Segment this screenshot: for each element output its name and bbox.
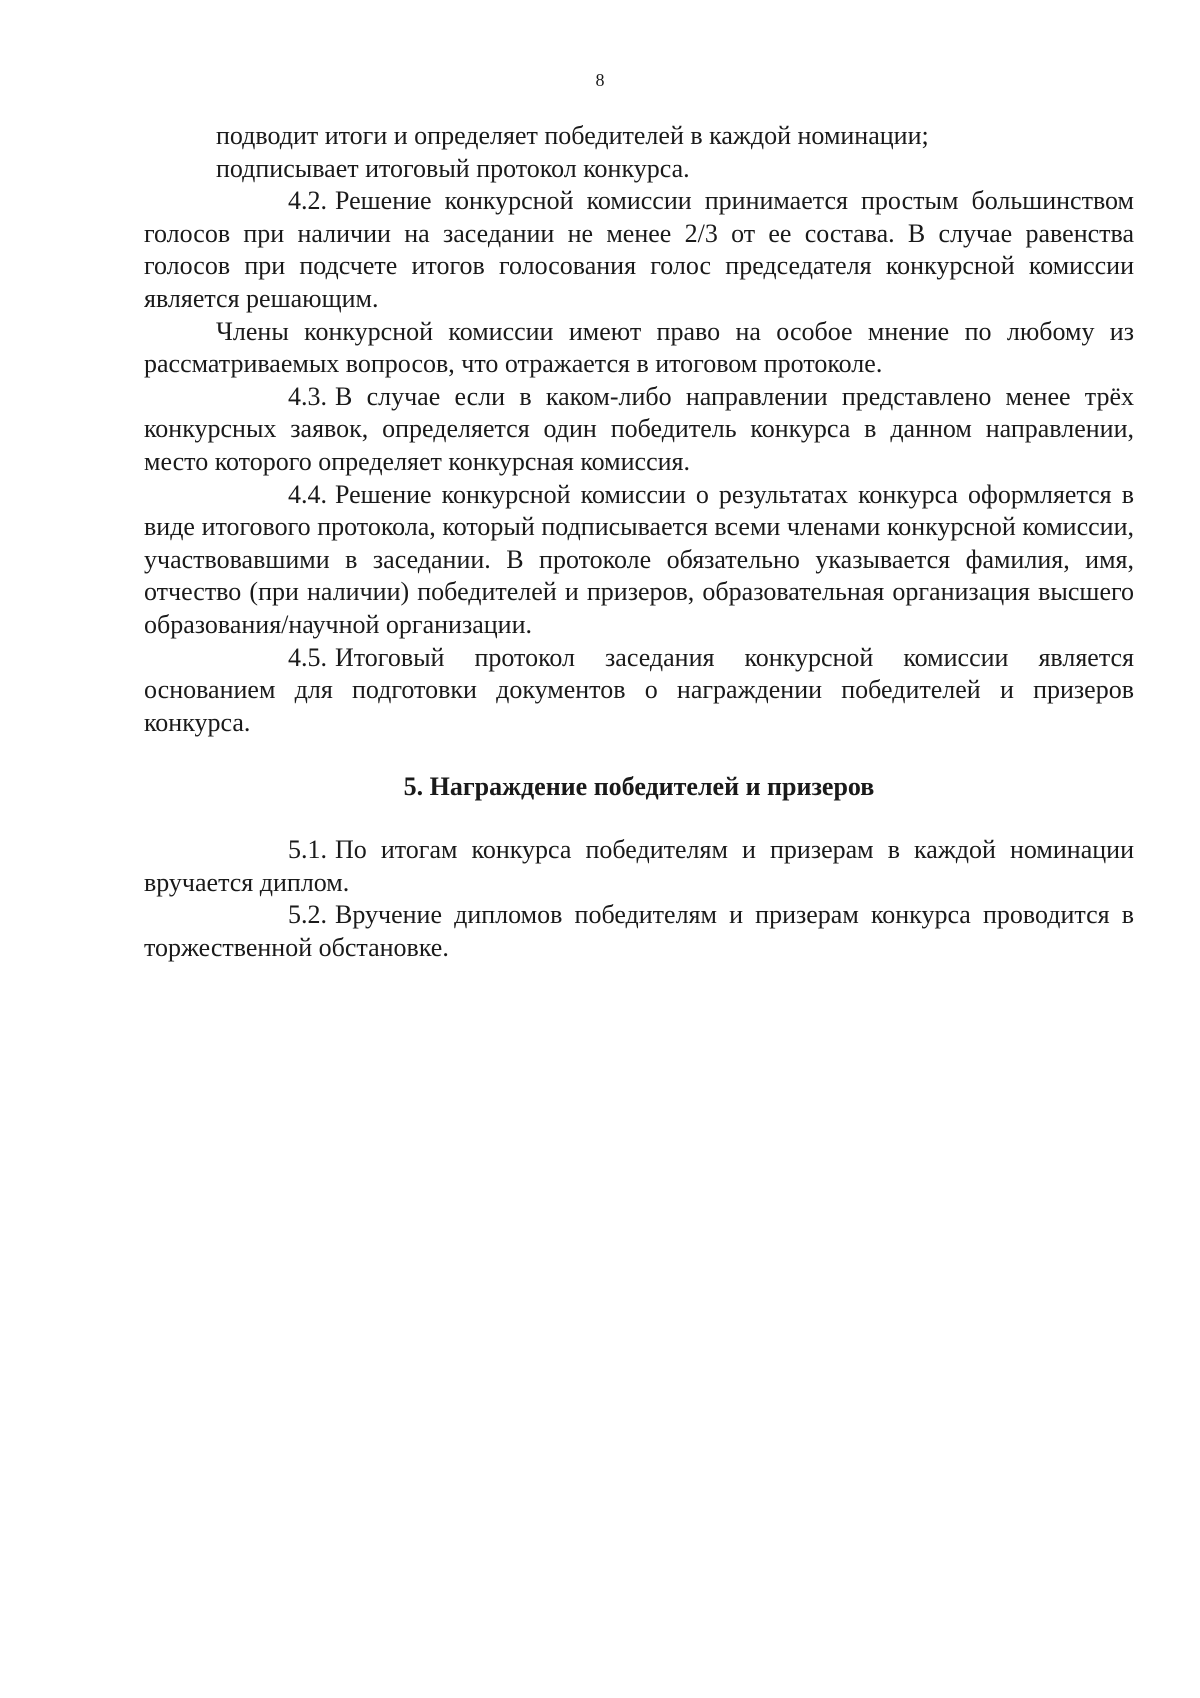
paragraph-text: В случае если в каком-либо направлении представлено менее трёх конкурсных заявок, определяется один победитель конкурса в данном направлении, место которого определяет конкурсная комиссия. xyxy=(144,381,1134,476)
paragraph-4-4 xyxy=(144,479,1134,642)
paragraph xyxy=(144,153,1134,186)
paragraph xyxy=(144,120,1134,153)
page-number: 8 xyxy=(595,70,605,90)
paragraph xyxy=(144,316,1134,381)
document-body xyxy=(144,120,1134,965)
paragraph-5-2 xyxy=(144,899,1134,964)
paragraph-text: Члены конкурсной комиссии имеют право на особое мнение по любому из рассматриваемых вопросов, что отражается в итоговом протоколе. xyxy=(144,316,1134,379)
paragraph-text: подписывает итоговый протокол конкурса. xyxy=(216,153,690,183)
paragraph-4-5 xyxy=(144,642,1134,740)
paragraph-text: подводит итоги и определяет победителей в каждой номинации; xyxy=(216,121,929,150)
paragraph-4-3 xyxy=(144,381,1134,479)
clause-number: 4.2. xyxy=(288,186,327,216)
paragraph-text: По итогам конкурса победителям и призерам в каждой номинации вручается диплом. xyxy=(144,835,1134,897)
paragraph-4-2 xyxy=(144,185,1134,315)
section-heading: 5. Награждение победителей и призеров xyxy=(403,772,875,802)
clause-number: 4.5. xyxy=(288,642,327,672)
clause-number: 5.1. xyxy=(288,835,327,865)
paragraph-text: Вручение дипломов победителям и призерам конкурса проводится в торжественной обстановке. xyxy=(144,900,1134,963)
paragraph-text: Решение конкурсной комиссии о результатах конкурса оформляется в виде итогового протокола, который подписывается всеми членами конкурсной комиссии, участвовавшими в заседании. В протоколе обязательно указывается фамилия, имя, отчество (при наличии) победителей и призеров, образовательная организация высшего образования/научной организации. xyxy=(144,479,1134,639)
paragraph-text: Итоговый протокол заседания конкурсной комиссии является основанием для подготовки документов о награждении победителей и призеров конкурса. xyxy=(144,642,1134,737)
paragraph-5-1 xyxy=(144,834,1134,899)
clause-number: 4.3. xyxy=(288,381,327,411)
clause-number: 5.2. xyxy=(288,900,327,930)
paragraph-text: Решение конкурсной комиссии принимается простым большинством голосов при наличии на заседании не менее 2/3 от ее состава. В случае равенства голосов при подсчете итогов голосования голос председателя конкурсной комиссии является решающим. xyxy=(144,186,1134,313)
clause-number: 4.4. xyxy=(288,479,327,509)
